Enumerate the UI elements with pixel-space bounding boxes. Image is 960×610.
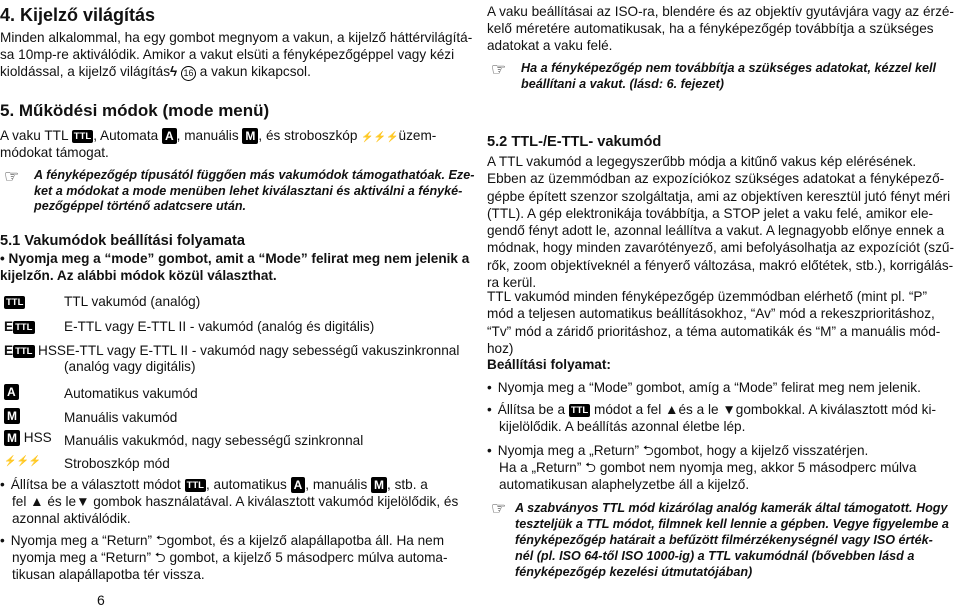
hand-pointer-icon: ☞	[491, 60, 507, 79]
manual-icon: M	[242, 128, 258, 144]
mode-label-manual-hss: Manuális vakukmód, nagy sebességű szinkronnal	[64, 433, 364, 448]
return-icon: ⮌	[155, 533, 167, 548]
mode-ettl-icon: E TTL	[4, 319, 33, 334]
ttl-icon: TTL	[570, 404, 589, 416]
mode-label-ttl: TTL vakumód (analóg)	[64, 294, 201, 309]
mode-label-ettl-hss-2: (analóg vagy digitális)	[64, 359, 196, 374]
mode-label-manual: Manuális vakumód	[64, 410, 178, 425]
para-5: A vaku TTL TTL , Automata A , manuális M , és stroboszkóp ⚡⚡⚡üzem- módokat támogat.	[0, 128, 437, 160]
note-2: Ha a fényképezőgép nem továbbítja a szükséges adatokat, kézzel kell beállítani a vakut. (lásd: 6. fejezet)	[521, 61, 937, 91]
mode-ettl-hss-icon: E TTL	[4, 343, 33, 358]
return-icon: ⮌	[154, 549, 166, 565]
strobe-icon: ⚡⚡⚡	[361, 132, 399, 143]
return-icon: ⮌	[642, 443, 654, 458]
heading-4: 4. Kijelző világítás	[0, 5, 156, 25]
mode-label-strobe: Stroboszkóp mód	[64, 456, 170, 471]
bullet-return: • Nyomja meg a “Return” ⮌gombot, és a kijelző alapállapotba áll. Ha nem nyomja meg a “Return” ⮌ gombot, a kijelző 5 másodperc múlva automa- tikusan alapállapotba tér vissza.	[0, 533, 448, 584]
bullet-set-ttl: • Állítsa be a TTL módot a fel ▲és a le ▼gombokkal. A kiválasztott mód ki- kijelölődik. A beállítás azonnal életbe lép.	[487, 402, 936, 436]
hand-pointer-icon: ☞	[4, 167, 20, 186]
mode-manual-hss-icon: M HSS	[4, 430, 52, 447]
mode-label-ettl: E-TTL vagy E-TTL II - vakumód (analóg és digitális)	[64, 319, 375, 334]
mode-ttl-icon: TTL	[6, 296, 24, 308]
flash-circle-icon: 16	[181, 66, 196, 81]
return-icon: ⮌	[585, 459, 597, 475]
para-ttl-modes: TTL vakumód minden fényképezőgép üzemmódban elérhető (mint pl. “P” mód a teljesen automatikus beállításokhoz, “Av” mód a rekeszprioritáshoz, “Tv” mód a záridő prioritáshoz, a téma automatikák és “M” a manuális mód- hoz)	[487, 289, 941, 356]
heading-5-2: 5.2 TTL-/E-TTL- vakumód	[487, 134, 662, 150]
bold-instruction: • Nyomja meg a “mode” gombot, amit a “Mode” felirat meg nem jelenik a kijelzőn. Az alábbi módok közül választhat.	[0, 251, 470, 283]
ttl-icon: TTL	[73, 130, 92, 142]
bullet-mode-button: • Nyomja meg a “Mode” gombot, amíg a “Mode” felirat meg nem jelenik.	[487, 380, 921, 397]
mode-label-ettl-hss: HSSE-TTL vagy E-TTL II - vakumód nagy sebességű vakuszinkronnal	[38, 343, 460, 358]
mode-auto-icon: A	[4, 384, 19, 401]
auto-icon: A	[162, 128, 177, 144]
bullet-set-mode: • Állítsa be a választott módot TTL , automatikus A , manuális M , stb. a fel ▲ és le▼ gombok használatával. A kiválasztott vakumód kijelölődik, és azonnal aktiválódik.	[0, 477, 458, 528]
bullet-return-right: • Nyomja meg a „Return” ⮌gombot, hogy a kijelző visszatérjen. Ha a „Return” ⮌ gombot nem nyomja meg, akkor 5 másodperc múlva automatikusan alaphelyzetbe áll a kijelző.	[487, 443, 916, 494]
para-right-1: A vaku beállításai az ISO-ra, blendére és az objektív gyutávjára vagy az érzé- kelő méretére automatikusak, ha a fényképezőgép továbbítja a szükséges adatokat a vaku felé.	[487, 4, 954, 53]
heading-5-1: 5.1 Vakumódok beállítási folyamata	[0, 233, 245, 249]
heading-5: 5. Működési módok (mode menü)	[0, 101, 270, 120]
mode-strobe-icon: ⚡⚡⚡	[4, 456, 42, 467]
hand-pointer-icon: ☞	[491, 499, 507, 518]
note-3: A szabványos TTL mód kizárólag analóg kamerák által támogatott. Hogy teszteljük a TTL módot, filmnek kell lennie a gépben. Vegye figyelembe a fényképezőgép határait a befűzött filmérzékenységnél vagy ISO érték- nél (pl. ISO 64-től ISO 1000-ig) a TTL vakumódnál (bővebben lásd a fényképezőgép kezelési útmutatójában)	[515, 501, 949, 580]
para-ttl-desc: A TTL vakumód a legegyszerűbb módja a kitűnő vakus kép elérésének. Ebben az üzemmódban az expozíciókoz szükséges adatokat a fényképező- gépbe épített szenzor szolgáltatja, ami az objektíven keresztül jutó fényt méri (TTL). A gép elektronikája továbbítja, a STOP jelet a vaku felé, amikor ele- gendő fényt adott le, azonnal leállítva a vakut. A legnagyobb előnye ennek a módnak, hogy minden zavarótényező, ami befolyásolhatja az expozíciót (szű- rők, zoom objektíveknél a fényerő változása, makró előtétek, stb.), korrigálás- ra kerül.	[487, 154, 954, 290]
page-number: 6	[97, 592, 105, 608]
setup-heading: Beállítási folyamat:	[487, 357, 611, 372]
mode-manual-icon: M	[4, 408, 20, 425]
mode-label-auto: Automatikus vakumód	[64, 386, 198, 401]
para-4: Minden alkalommal, ha egy gombot megnyom a vakun, a kijelző háttérvilágítá- sa 10mp-re aktiválódik. Amikor a vakut elsüti a fényképezőgéppel vagy kézi kioldással, a kijelző világításϟ 16 a vakun kikapcsol.	[0, 30, 473, 79]
flash-icon: ϟ	[170, 63, 178, 79]
note-1: A fényképezőgép típusától függően más vakumódok támogathatóak. Eze- ket a módokat a mode menüben lehet kiválasztani és aktiválni a fényké- pezőgéppel történő adatcsere után.	[34, 168, 475, 214]
